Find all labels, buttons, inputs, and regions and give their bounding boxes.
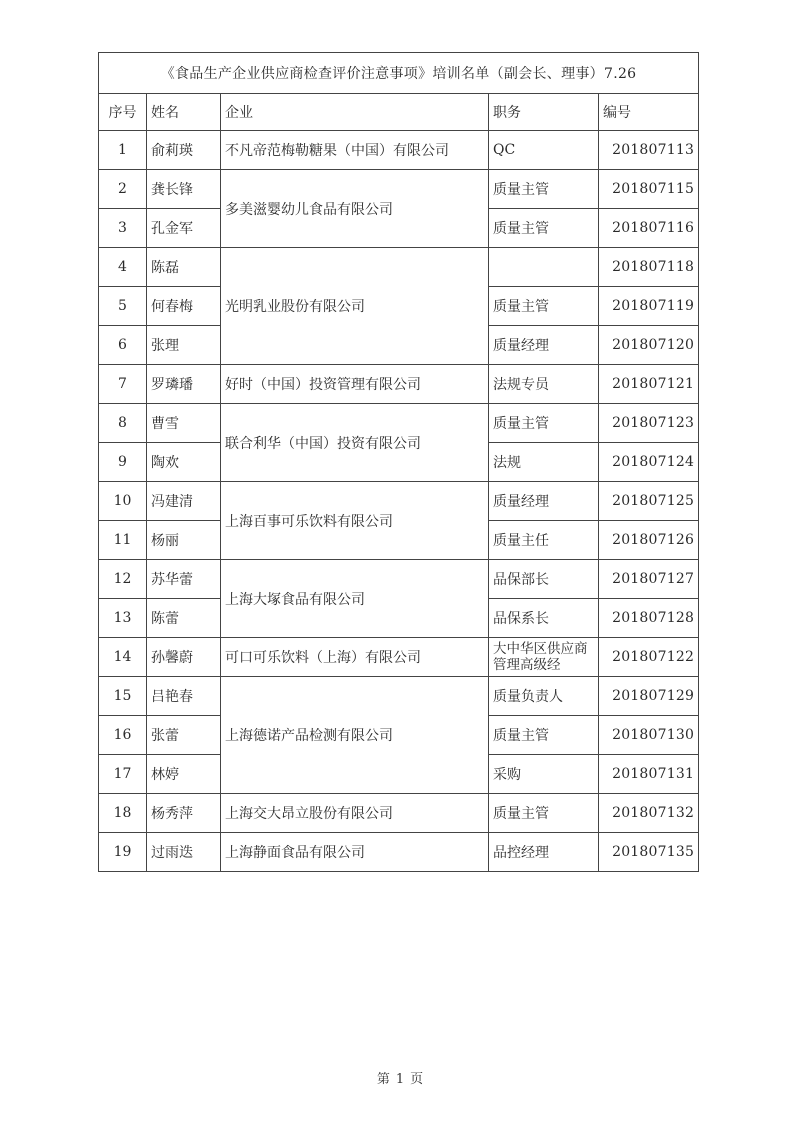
- row-number: 6: [99, 326, 147, 365]
- table-row: [99, 677, 699, 716]
- person-name: 孔金军: [147, 209, 221, 248]
- person-name: 何春梅: [147, 287, 221, 326]
- header-position: 职务: [489, 94, 599, 131]
- row-number: 18: [99, 794, 147, 833]
- table-row: [99, 365, 699, 404]
- person-name: 吕艳春: [147, 677, 221, 716]
- registration-code: 201807130: [599, 716, 699, 755]
- person-name: 张蕾: [147, 716, 221, 755]
- table-row: [99, 170, 699, 209]
- row-number: 13: [99, 599, 147, 638]
- table-title-row: [99, 53, 699, 94]
- registration-code: 201807131: [599, 755, 699, 794]
- row-number: 5: [99, 287, 147, 326]
- table-row: [99, 248, 699, 287]
- header-no: 序号: [99, 94, 147, 131]
- training-roster-table: [98, 52, 699, 872]
- position: 品保部长: [489, 560, 599, 599]
- position: 质量主管: [489, 404, 599, 443]
- row-number: 9: [99, 443, 147, 482]
- registration-code: 201807125: [599, 482, 699, 521]
- company-name: 可口可乐饮料（上海）有限公司: [221, 638, 489, 677]
- registration-code: 201807121: [599, 365, 699, 404]
- person-name: 俞莉瑛: [147, 131, 221, 170]
- person-name: 龚长锋: [147, 170, 221, 209]
- header-name: 姓名: [147, 94, 221, 131]
- company-name: 上海百事可乐饮料有限公司: [221, 482, 489, 560]
- registration-code: 201807128: [599, 599, 699, 638]
- row-number: 12: [99, 560, 147, 599]
- registration-code: 201807115: [599, 170, 699, 209]
- position: 大中华区供应商管理高级经: [489, 638, 599, 677]
- row-number: 15: [99, 677, 147, 716]
- person-name: 张理: [147, 326, 221, 365]
- table-row: [99, 404, 699, 443]
- registration-code: 201807120: [599, 326, 699, 365]
- person-name: 杨秀萍: [147, 794, 221, 833]
- registration-code: 201807124: [599, 443, 699, 482]
- person-name: 孙馨蔚: [147, 638, 221, 677]
- person-name: 杨丽: [147, 521, 221, 560]
- registration-code: 201807126: [599, 521, 699, 560]
- header-row: [99, 94, 699, 131]
- company-name: 不凡帝范梅勒糖果（中国）有限公司: [221, 131, 489, 170]
- row-number: 11: [99, 521, 147, 560]
- registration-code: 201807129: [599, 677, 699, 716]
- footer-prefix: 第: [376, 1072, 390, 1087]
- position: 质量主管: [489, 170, 599, 209]
- row-number: 3: [99, 209, 147, 248]
- position: 质量主管: [489, 716, 599, 755]
- person-name: 苏华蕾: [147, 560, 221, 599]
- position: 质量主管: [489, 287, 599, 326]
- row-number: 8: [99, 404, 147, 443]
- position: 质量负责人: [489, 677, 599, 716]
- position: [489, 248, 599, 287]
- table-row: [99, 833, 699, 872]
- position: 品控经理: [489, 833, 599, 872]
- company-name: 上海德诺产品检测有限公司: [221, 677, 489, 794]
- table-row: [99, 638, 699, 677]
- registration-code: 201807127: [599, 560, 699, 599]
- page-footer: [0, 1068, 800, 1087]
- position: 法规: [489, 443, 599, 482]
- registration-code: 201807122: [599, 638, 699, 677]
- row-number: 14: [99, 638, 147, 677]
- person-name: 林婷: [147, 755, 221, 794]
- row-number: 16: [99, 716, 147, 755]
- position: QC: [489, 131, 599, 170]
- person-name: 冯建清: [147, 482, 221, 521]
- table-row: [99, 482, 699, 521]
- company-name: 好时（中国）投资管理有限公司: [221, 365, 489, 404]
- person-name: 陈磊: [147, 248, 221, 287]
- row-number: 10: [99, 482, 147, 521]
- registration-code: 201807113: [599, 131, 699, 170]
- person-name: 陶欢: [147, 443, 221, 482]
- company-name: 联合利华（中国）投资有限公司: [221, 404, 489, 482]
- position: 质量经理: [489, 482, 599, 521]
- company-name: 光明乳业股份有限公司: [221, 248, 489, 365]
- table-row: [99, 131, 699, 170]
- row-number: 2: [99, 170, 147, 209]
- person-name: 罗璘璠: [147, 365, 221, 404]
- row-number: 19: [99, 833, 147, 872]
- row-number: 1: [99, 131, 147, 170]
- company-name: 上海大塚食品有限公司: [221, 560, 489, 638]
- person-name: 曹雪: [147, 404, 221, 443]
- registration-code: 201807116: [599, 209, 699, 248]
- table-row: [99, 560, 699, 599]
- footer-suffix: 页: [410, 1072, 424, 1087]
- company-name: 上海交大昂立股份有限公司: [221, 794, 489, 833]
- registration-code: 201807123: [599, 404, 699, 443]
- position: 采购: [489, 755, 599, 794]
- person-name: 陈蕾: [147, 599, 221, 638]
- row-number: 17: [99, 755, 147, 794]
- registration-code: 201807135: [599, 833, 699, 872]
- registration-code: 201807118: [599, 248, 699, 287]
- position: 质量主任: [489, 521, 599, 560]
- header-company: 企业: [221, 94, 489, 131]
- row-number: 7: [99, 365, 147, 404]
- registration-code: 201807119: [599, 287, 699, 326]
- position: 法规专员: [489, 365, 599, 404]
- position: 品保系长: [489, 599, 599, 638]
- row-number: 4: [99, 248, 147, 287]
- table-title: 《食品生产企业供应商检查评价注意事项》培训名单（副会长、理事）7.26: [99, 53, 699, 94]
- page-number: 1: [395, 1072, 405, 1087]
- registration-code: 201807132: [599, 794, 699, 833]
- table-row: [99, 794, 699, 833]
- person-name: 过雨迭: [147, 833, 221, 872]
- position: 质量主管: [489, 794, 599, 833]
- company-name: 多美滋婴幼儿食品有限公司: [221, 170, 489, 248]
- company-name: 上海静面食品有限公司: [221, 833, 489, 872]
- position: 质量经理: [489, 326, 599, 365]
- position: 质量主管: [489, 209, 599, 248]
- header-code: 编号: [599, 94, 699, 131]
